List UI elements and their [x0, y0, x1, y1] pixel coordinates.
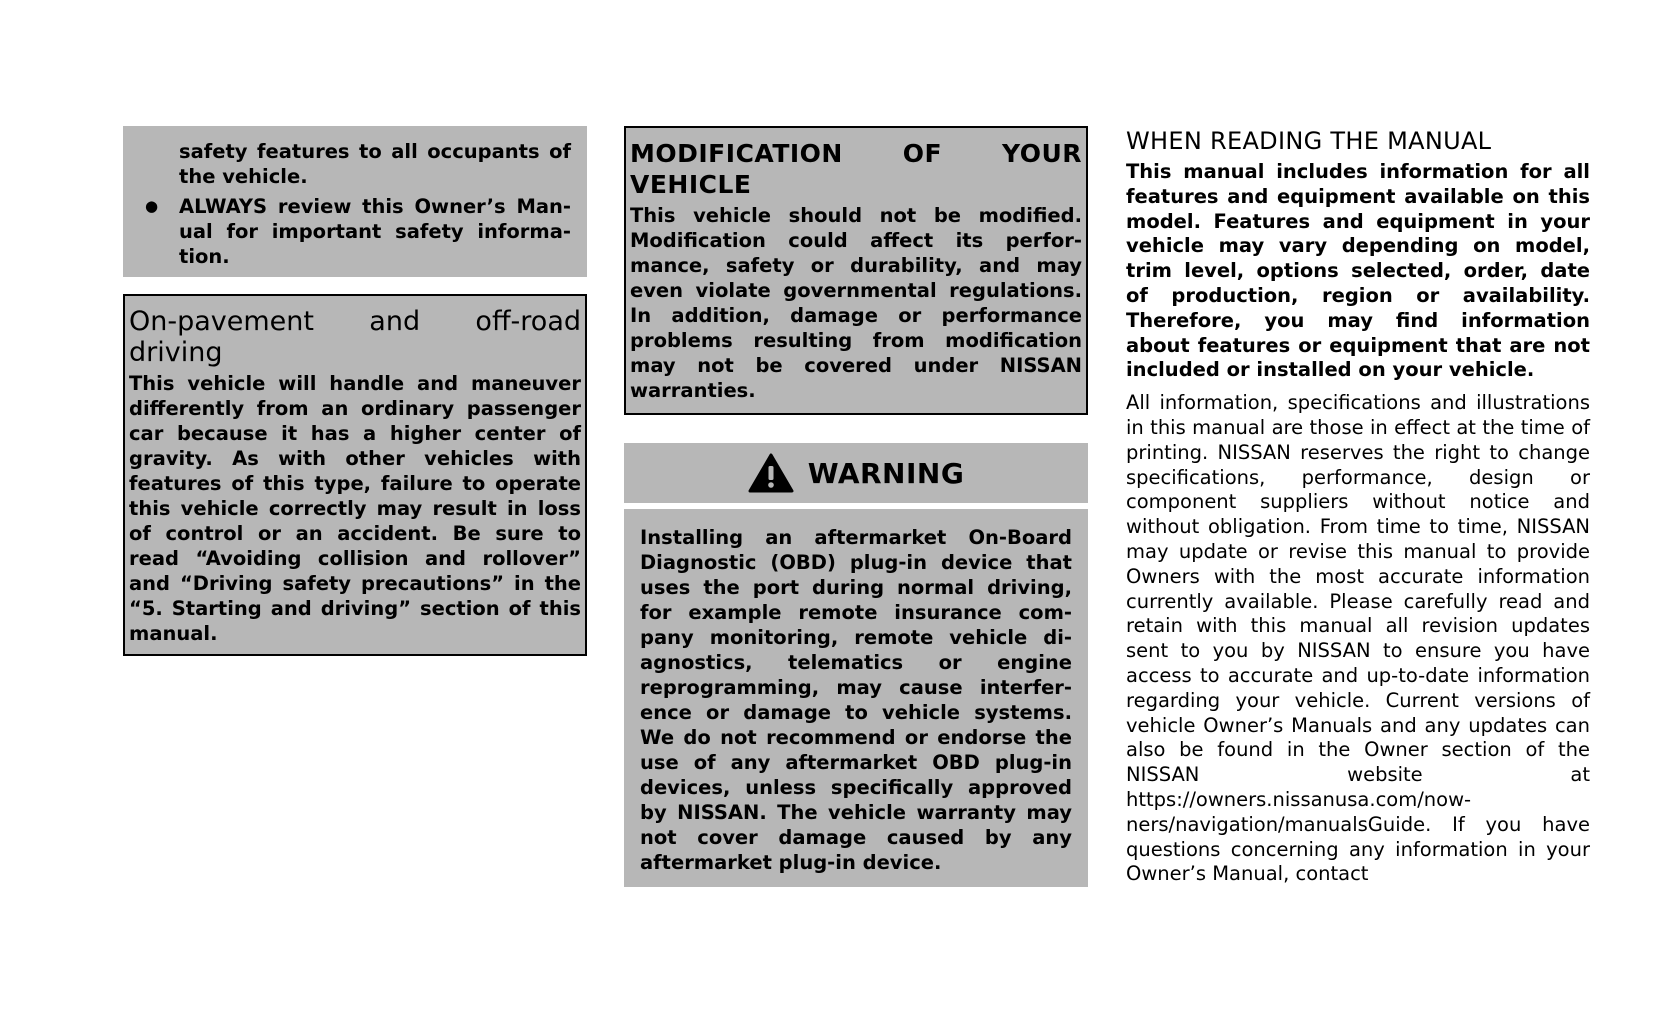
bullet-text: ALWAYS review this Owner’s Manual for important safety information. [179, 195, 571, 268]
warning-header [624, 443, 1088, 503]
warning-heading: WARNING [807, 456, 965, 490]
column-middle [624, 126, 1088, 887]
onpavement-offroad-box [123, 294, 587, 656]
modification-body: This vehicle should not be modified. Modification could affect its performance, safety or durability, and may even violate governmental regulations. In addition, damage or performance problems resulting from modification may not be covered under NISSAN warranties. [630, 204, 1082, 402]
onpavement-title: On-pavement and off-road driving [129, 306, 581, 368]
warning-body-box [624, 509, 1088, 887]
column-right [1126, 126, 1590, 887]
list-item [145, 194, 571, 269]
section-title: WHEN READING THE MANUAL [1126, 127, 1492, 155]
column-left [123, 126, 587, 656]
continued-safety-box [123, 126, 587, 277]
warning-triangle-icon [748, 453, 794, 493]
body-paragraph: All information, specifications and illustrations in this manual are those in effect at the time of printing. NISSAN reserves the right to change specifications, performance, design or component suppliers without notice and without obligation. From time to time, NISSAN may update or revise this manual to provide Owners with the most accurate information currently available. Please carefully read and retain with this manual all revision updates sent to you by NISSAN to ensure you have access to accurate and up-to-date information regarding your vehicle. Current versions of vehicle Owner’s Manuals and any updates can also be found in the Owner section of the NISSAN website at https://owners.nissanusa.com/nowners/navigation/manualsGuide. If you have questions concerning any information in your Owner’s Manual, contact [1126, 391, 1590, 886]
safety-bullet-list [145, 194, 571, 269]
modification-box [624, 126, 1088, 415]
warning-body: Installing an aftermarket On-Board Diagnostic (OBD) plug-in device that uses the port during normal driving, for example remote insurance company monitoring, remote vehicle diagnostics, telematics or engine reprogramming, may cause interference or damage to vehicle systems. We do not recommend or endorse the use of any aftermarket OBD plug-in devices, unless specifically approved by NISSAN. The vehicle warranty may not cover damage caused by any aftermarket plug-in device. [640, 526, 1072, 874]
onpavement-body: This vehicle will handle and maneuver differently from an ordinary passenger car because it has a higher center of gravity. As with other vehicles with features of this type, failure to operate this vehicle correctly may result in loss of control or an accident. Be sure to read “Avoiding collision and rollover” and “Driving safety precautions” in the “5. Starting and driving” section of this manual. [129, 372, 581, 645]
continued-text: safety features to all occupants of the vehicle. [179, 140, 571, 188]
bullet-icon: ● [145, 197, 159, 215]
intro-bold-paragraph: This manual includes information for all features and equipment available on this model. Features and equipment in your vehicle may vary depending on model, trim level, options selected, order, date of production, region or availability. Therefore, you may find information about features or equipment that are not included or installed on your vehicle. [1126, 160, 1590, 382]
modification-title: MODIFICATION OF YOUR VEHICLE [630, 139, 1082, 199]
